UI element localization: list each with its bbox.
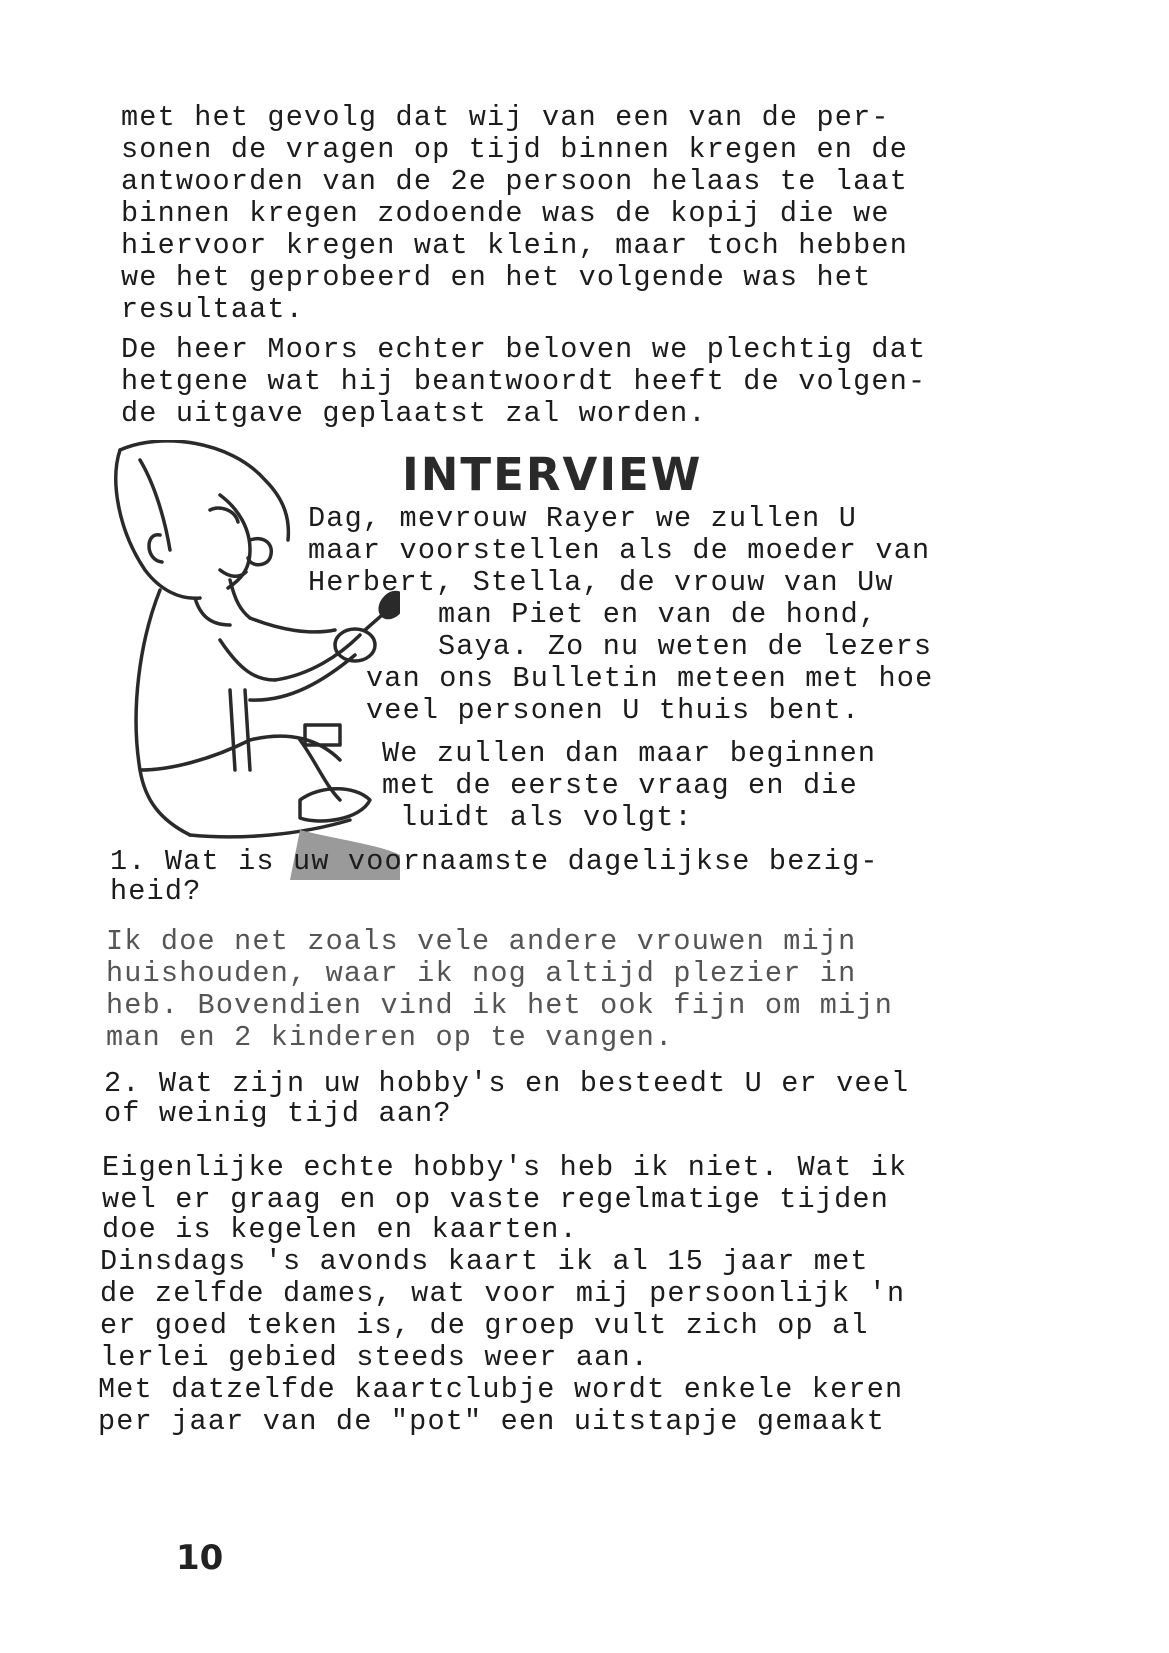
interview-line: met de eerste vraag en die bbox=[382, 769, 858, 802]
question-line: of weinig tijd aan? bbox=[104, 1097, 452, 1130]
interview-line: veel personen U thuis bent. bbox=[366, 694, 861, 727]
intro-line: hetgene wat hij beantwoordt heeft de volgen- bbox=[121, 365, 927, 398]
answer-line: er goed teken is, de groep vult zich op al bbox=[100, 1309, 869, 1342]
interview-line: Dag, mevrouw Rayer we zullen U bbox=[308, 502, 858, 535]
answer-line: per jaar van de "pot" een uitstapje gemaakt bbox=[98, 1405, 886, 1438]
answer-line: wel er graag en op vaste regelmatige tijden bbox=[102, 1183, 890, 1216]
intro-line: antwoorden van de 2e persoon helaas te laat bbox=[121, 165, 909, 198]
intro-line: met het gevolg dat wij van een van de per- bbox=[121, 101, 890, 134]
interview-line: We zullen dan maar beginnen bbox=[382, 737, 877, 770]
answer-line: doe is kegelen en kaarten. bbox=[102, 1213, 578, 1246]
answer-line: Ik doe net zoals vele andere vrouwen mijn bbox=[106, 925, 857, 958]
answer-line: heb. Bovendien vind ik het ook fijn om mijn bbox=[106, 989, 894, 1022]
answer-line: de zelfde dames, wat voor mij persoonlijk 'n bbox=[100, 1277, 906, 1310]
question-line: 1. Wat is uw voornaamste dagelijkse bezig- bbox=[110, 845, 879, 878]
answer-line: lerlei gebied steeds weer aan. bbox=[100, 1341, 650, 1374]
page-number: 10 bbox=[176, 1538, 224, 1578]
intro-line: hiervoor kregen wat klein, maar toch hebben bbox=[121, 229, 909, 262]
intro-line: de uitgave geplaatst zal worden. bbox=[121, 397, 707, 430]
answer-line: huishouden, waar ik nog altijd plezier in bbox=[106, 957, 857, 990]
intro-line: binnen kregen zodoende was de kopij die we bbox=[121, 197, 890, 230]
intro-line: sonen de vragen op tijd binnen kregen en de bbox=[121, 133, 909, 166]
interview-line: Saya. Zo nu weten de lezers bbox=[438, 630, 933, 663]
answer-line: Eigenlijke echte hobby's heb ik niet. Wat ik bbox=[102, 1151, 908, 1184]
interview-line: man Piet en van de hond, bbox=[438, 598, 878, 631]
answer-line: Dinsdags 's avonds kaart ik al 15 jaar met bbox=[100, 1245, 869, 1278]
question-line: heid? bbox=[110, 875, 202, 908]
interview-line: maar voorstellen als de moeder van bbox=[308, 534, 931, 567]
interview-line: van ons Bulletin meteen met hoe bbox=[366, 662, 934, 695]
interview-line: Herbert, Stella, de vrouw van Uw bbox=[308, 566, 894, 599]
intro-line: resultaat. bbox=[121, 293, 305, 326]
intro-line: De heer Moors echter beloven we plechtig dat bbox=[121, 333, 927, 366]
question-line: 2. Wat zijn uw hobby's en besteedt U er veel bbox=[104, 1067, 910, 1100]
interview-heading: INTERVIEW bbox=[402, 448, 703, 501]
interview-line: luidt als volgt: bbox=[400, 801, 693, 834]
answer-line: man en 2 kinderen op te vangen. bbox=[106, 1021, 674, 1054]
intro-line: we het geprobeerd en het volgende was het bbox=[121, 261, 872, 294]
answer-line: Met datzelfde kaartclubje wordt enkele keren bbox=[98, 1373, 904, 1406]
